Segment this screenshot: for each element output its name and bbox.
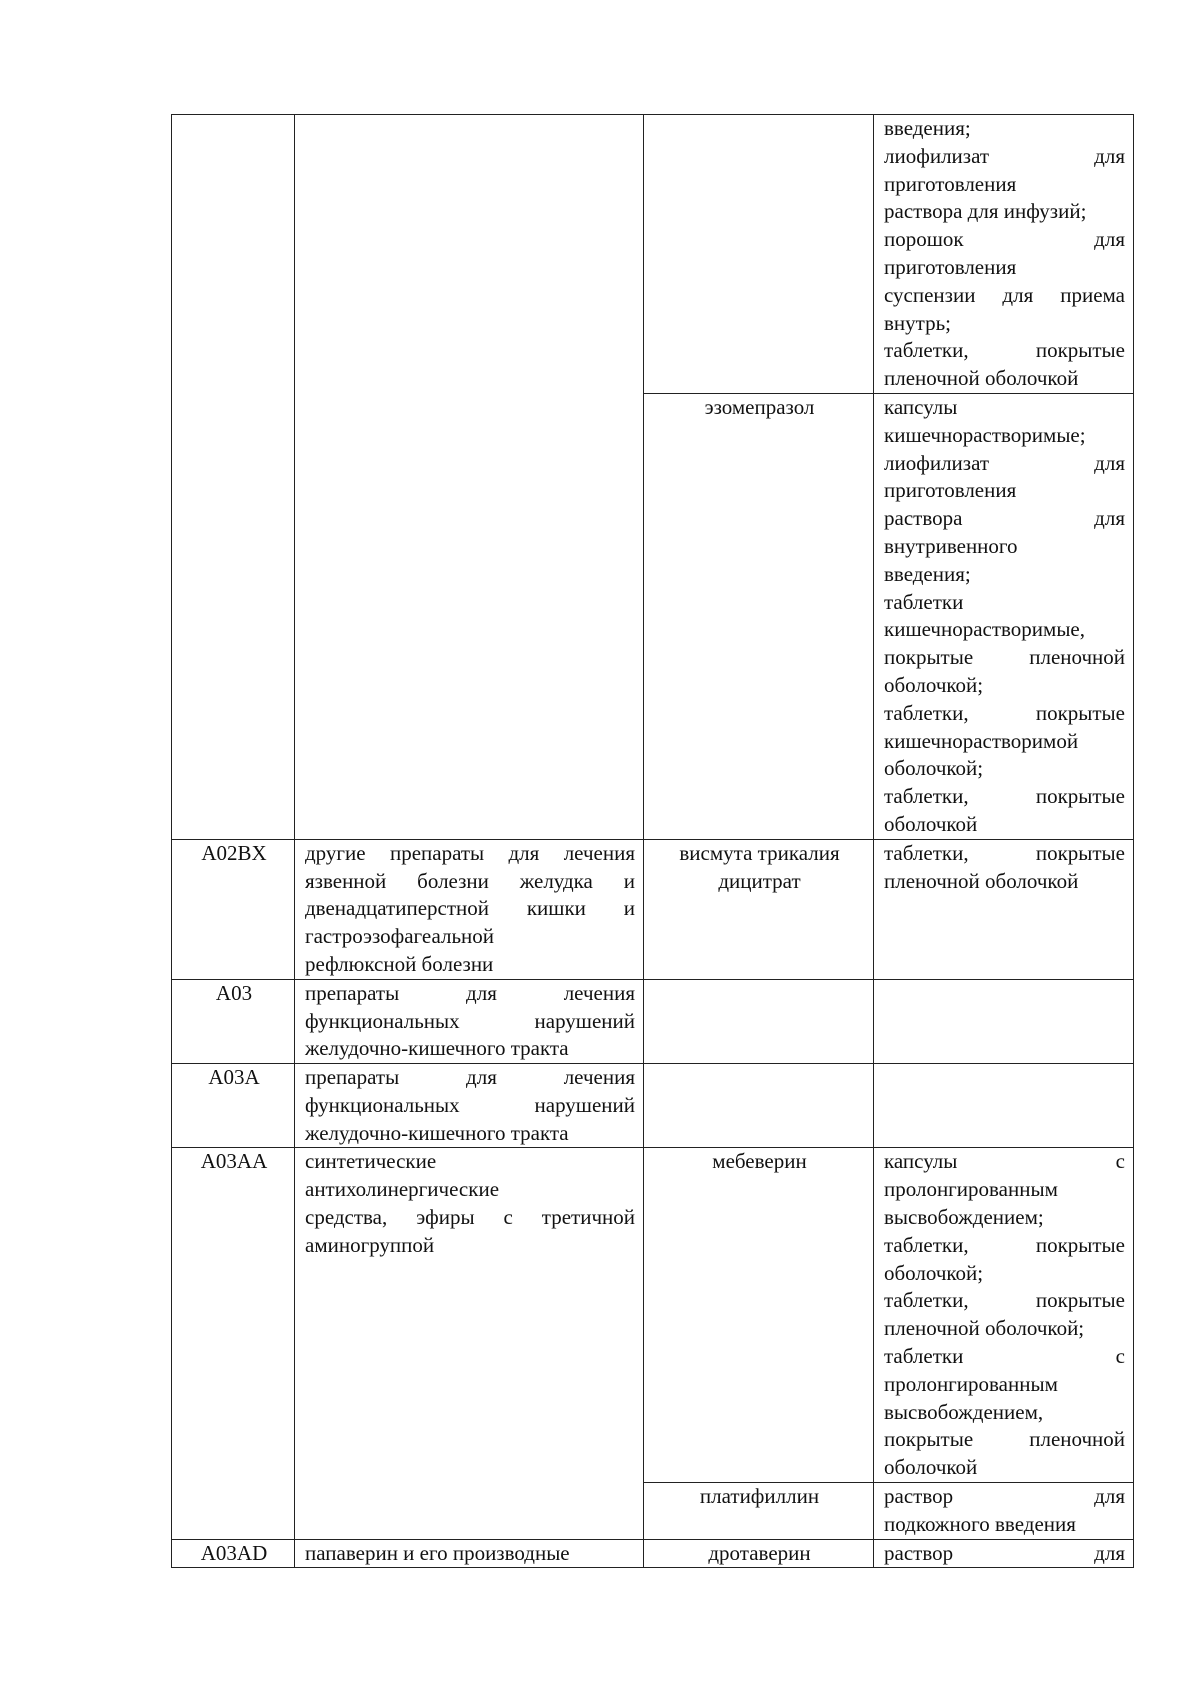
table-body xyxy=(172,115,1134,1568)
dosage-form-line: внутривенного xyxy=(884,533,1018,558)
inn-cell xyxy=(644,979,874,1063)
group-name-line: аминогруппой xyxy=(305,1232,435,1257)
inn-cell xyxy=(644,1064,874,1148)
dosage-form-line: покрытые пленочной xyxy=(884,1427,1125,1452)
table-row xyxy=(172,839,1134,979)
dosage-form-cell xyxy=(874,1539,1134,1568)
atc-code-cell: A03AA xyxy=(172,1148,295,1539)
dosage-form-line: раствора для xyxy=(884,506,1125,531)
group-name-line: желудочно-кишечного тракта xyxy=(305,1120,569,1145)
group-name-line: средства, эфиры с третичной xyxy=(305,1205,635,1230)
dosage-form-line: таблетки, покрытые xyxy=(884,784,1125,809)
dosage-form-line: пленочной оболочкой xyxy=(884,868,1079,893)
group-name-cell xyxy=(295,979,644,1063)
dosage-form-line: высвобождением, xyxy=(884,1399,1044,1424)
group-name-line: язвенной болезни желудка и xyxy=(305,868,635,893)
dosage-form-line: кишечнорастворимой xyxy=(884,728,1079,753)
group-name-line: желудочно-кишечного тракта xyxy=(305,1036,569,1061)
dosage-form-line: таблетки, покрытые xyxy=(884,1232,1125,1257)
dosage-form-line: пленочной оболочкой; xyxy=(884,1316,1085,1341)
table-row xyxy=(172,1539,1134,1568)
inn-cell: платифиллин xyxy=(644,1483,874,1540)
dosage-form-line: порошок для xyxy=(884,227,1125,252)
inn-cell xyxy=(644,115,874,394)
dosage-form-line: оболочкой xyxy=(884,811,978,836)
table-row xyxy=(172,115,1134,394)
dosage-form-line: раствор для xyxy=(884,1540,1125,1565)
dosage-form-line: раствора для инфузий; xyxy=(884,199,1087,224)
dosage-form-line: капсулы с xyxy=(884,1149,1125,1174)
dosage-form-line: лиофилизат для xyxy=(884,450,1125,475)
atc-code-cell: A03AD xyxy=(172,1539,295,1568)
dosage-form-line: приготовления xyxy=(884,254,1017,279)
group-name-line: папаверин и его производные xyxy=(305,1540,570,1565)
dosage-form-line: подкожного введения xyxy=(884,1511,1076,1536)
group-name-cell xyxy=(295,1064,644,1148)
dosage-form-line: приготовления xyxy=(884,478,1017,503)
dosage-form-line: пролонгированным xyxy=(884,1177,1058,1202)
group-name-cell xyxy=(295,1539,644,1568)
dosage-form-line: таблетки, покрытые xyxy=(884,840,1125,865)
group-name-cell xyxy=(295,1148,644,1539)
inn-cell: висмута трикалия дицитрат xyxy=(644,839,874,979)
dosage-form-line: таблетки xyxy=(884,589,964,614)
atc-code-cell: A02BX xyxy=(172,839,295,979)
dosage-form-line: оболочкой; xyxy=(884,756,984,781)
table-row xyxy=(172,979,1134,1063)
dosage-form-line: кишечнорастворимые; xyxy=(884,422,1086,447)
dosage-form-line: пролонгированным xyxy=(884,1371,1058,1396)
dosage-form-line: таблетки, покрытые xyxy=(884,338,1125,363)
group-name-cell xyxy=(295,115,644,840)
drug-classification-table xyxy=(171,114,1134,1568)
dosage-form-line: капсулы xyxy=(884,394,958,419)
dosage-form-cell xyxy=(874,979,1134,1063)
dosage-form-line: таблетки, покрытые xyxy=(884,1288,1125,1313)
dosage-form-line: приготовления xyxy=(884,171,1017,196)
dosage-form-line: внутрь; xyxy=(884,310,951,335)
atc-code-cell: A03 xyxy=(172,979,295,1063)
dosage-form-line: оболочкой; xyxy=(884,672,984,697)
dosage-form-cell xyxy=(874,1483,1134,1540)
dosage-form-line: пленочной оболочкой xyxy=(884,366,1079,391)
dosage-form-line: оболочкой; xyxy=(884,1260,984,1285)
atc-code-cell: A03A xyxy=(172,1064,295,1148)
dosage-form-line: высвобождением; xyxy=(884,1205,1044,1230)
dosage-form-line: таблетки с xyxy=(884,1344,1125,1369)
dosage-form-line: покрытые пленочной xyxy=(884,645,1125,670)
inn-cell: эзомепразол xyxy=(644,393,874,839)
dosage-form-line: раствор для xyxy=(884,1484,1125,1509)
dosage-form-cell xyxy=(874,1064,1134,1148)
dosage-form-cell xyxy=(874,115,1134,394)
dosage-form-cell xyxy=(874,839,1134,979)
group-name-line: синтетические xyxy=(305,1149,437,1174)
group-name-line: рефлюксной болезни xyxy=(305,951,494,976)
dosage-form-line: кишечнорастворимые, xyxy=(884,617,1086,642)
group-name-cell xyxy=(295,839,644,979)
group-name-line: препараты для лечения xyxy=(305,1065,635,1090)
group-name-line: функциональных нарушений xyxy=(305,1008,635,1033)
group-name-line: гастроэзофагеальной xyxy=(305,924,495,949)
group-name-line: другие препараты для лечения xyxy=(305,840,635,865)
dosage-form-line: лиофилизат для xyxy=(884,143,1125,168)
table-row xyxy=(172,1148,1134,1483)
group-name-line: препараты для лечения xyxy=(305,980,635,1005)
table-row xyxy=(172,1064,1134,1148)
dosage-form-cell xyxy=(874,1148,1134,1483)
atc-code-cell xyxy=(172,115,295,840)
inn-cell: дротаверин xyxy=(644,1539,874,1568)
dosage-form-line: введения; xyxy=(884,561,971,586)
inn-cell: мебеверин xyxy=(644,1148,874,1483)
group-name-line: антихолинергические xyxy=(305,1177,500,1202)
dosage-form-cell xyxy=(874,393,1134,839)
dosage-form-line: таблетки, покрытые xyxy=(884,700,1125,725)
group-name-line: двенадцатиперстной кишки и xyxy=(305,896,635,921)
dosage-form-line: суспензии для приема xyxy=(884,282,1125,307)
dosage-form-line: оболочкой xyxy=(884,1455,978,1480)
dosage-form-line: введения; xyxy=(884,116,971,140)
group-name-line: функциональных нарушений xyxy=(305,1092,635,1117)
